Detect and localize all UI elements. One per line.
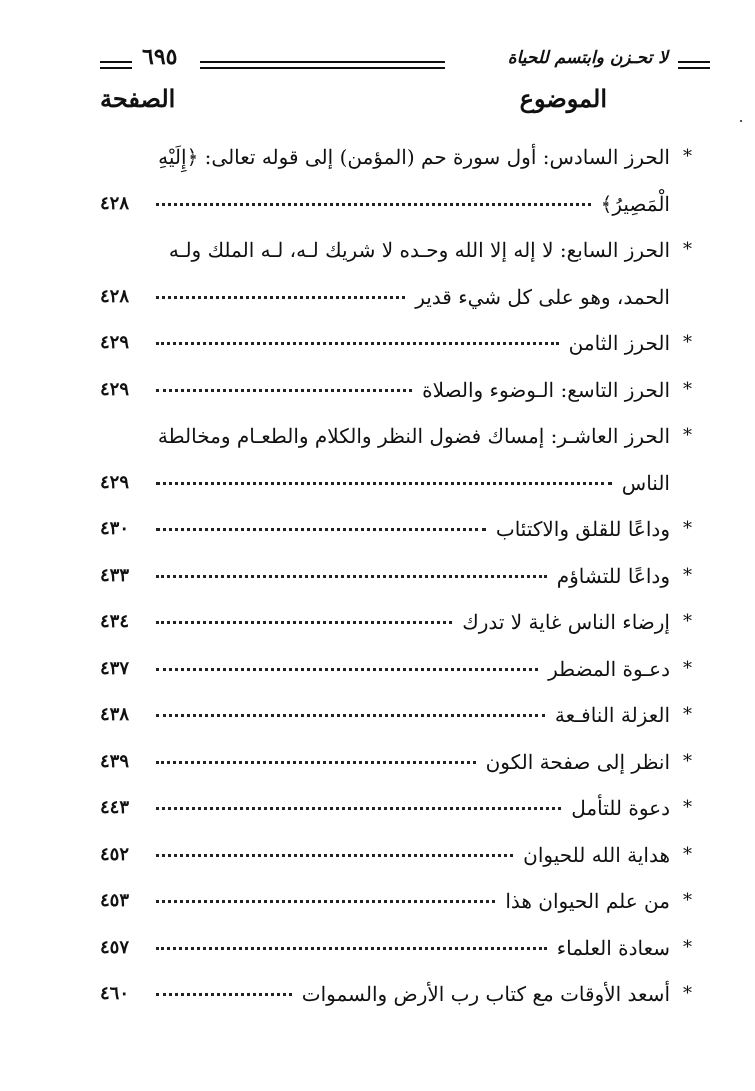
toc-page-number: ٤٣٣ (100, 564, 130, 586)
toc-line (100, 559, 692, 593)
bullet-star-icon: * (683, 750, 692, 772)
bullet-star-icon: * (683, 239, 692, 260)
toc-page-number: ٤٣٤ (100, 611, 130, 632)
dot-leader (156, 947, 547, 950)
toc-page-number: ٤٣٧ (100, 657, 130, 679)
toc-entry-title: أسعد الأوقات مع كتاب رب الأرض والسموات (301, 982, 670, 1006)
toc-page-number: ٤٥٢ (100, 843, 130, 865)
bullet-star-icon: * (683, 611, 692, 632)
toc-entry-title: انظر إلى صفحة الكون (485, 749, 670, 774)
toc-entry-title: الحمد، وهو على كل شيء قدير (415, 284, 670, 309)
header-rule-left (100, 61, 132, 69)
book-title: لا تحـزن وابتسم للحياة (507, 48, 668, 68)
running-header (100, 44, 710, 78)
toc-line (100, 605, 692, 639)
toc-page-number: ٤٢٩ (100, 471, 130, 493)
toc-line (100, 233, 692, 267)
header-rule-right (678, 61, 710, 69)
bullet-star-icon: * (683, 146, 692, 167)
dot-leader (156, 575, 547, 578)
dot-leader (156, 482, 612, 485)
toc-entry-title: الحرز السابع: لا إله إلا الله وحـده لا شريك لـه، لـه الملك ولـه (168, 238, 670, 262)
toc-page-number: ٤٢٨ (100, 285, 130, 307)
bullet-star-icon: * (683, 890, 692, 911)
toc-page-number: ٤٤٣ (100, 797, 130, 818)
dot-leader (156, 714, 545, 717)
toc-page-number: ٤٣٠ (100, 518, 130, 539)
toc-line (100, 326, 692, 360)
toc-page-number: ٤٢٩ (100, 332, 130, 353)
dot-leader (156, 203, 591, 206)
bullet-star-icon: * (683, 843, 692, 865)
toc-line (100, 698, 692, 732)
bullet-star-icon: * (683, 332, 692, 353)
toc-entry-title: إرضاء الناس غاية لا تدرك (462, 610, 670, 634)
toc-line (100, 280, 692, 314)
toc-entry-title: وداعًا للتشاؤم (556, 563, 670, 588)
toc-line (100, 931, 692, 965)
toc-line (100, 884, 692, 918)
dot-leader (156, 761, 476, 764)
page-number: ٦٩٥ (142, 44, 178, 70)
toc-page-number: ٤٦٠ (100, 983, 130, 1004)
toc-entry-title: الحرز العاشـر: إمساك فضول النظر والكلام والطعـام ومخالطة (157, 424, 670, 448)
toc-entry-title: سعادة العلماء (556, 935, 670, 960)
toc-entry-title: دعوة للتأمل (571, 796, 670, 820)
header-rule-middle (200, 61, 445, 69)
toc-line (100, 140, 692, 174)
dot-leader (156, 342, 559, 345)
bullet-star-icon: * (683, 425, 692, 446)
toc-line (100, 745, 692, 779)
toc-page-number: ٤٥٧ (100, 936, 130, 958)
toc-page-number: ٤٣٨ (100, 704, 130, 725)
bullet-star-icon: * (683, 797, 692, 818)
toc-line (100, 187, 692, 221)
dot-leader (156, 621, 452, 624)
toc-line (100, 466, 692, 500)
bullet-star-icon: * (683, 378, 692, 400)
toc-line (100, 977, 692, 1011)
bullet-star-icon: * (683, 564, 692, 586)
toc-line (100, 373, 692, 407)
dot-leader (156, 993, 292, 996)
toc-entry-title: الحرز الثامن (568, 331, 670, 355)
dot-leader (156, 668, 538, 671)
toc-line (100, 791, 692, 825)
toc-entry-title: الناس (621, 470, 670, 495)
toc-page-number: ٤٢٩ (100, 378, 130, 400)
toc-page-number: ٤٣٩ (100, 750, 130, 772)
dot-leader (156, 807, 561, 810)
column-heading-page: الصفحة (100, 84, 176, 113)
scan-mark (740, 120, 742, 122)
toc-entry-title: الحرز السادس: أول سورة حم (المؤمن) إلى قوله تعالى: ﴿إِلَيْهِ (158, 145, 670, 169)
dot-leader (156, 296, 405, 299)
toc-entry-title: الحرز التاسع: الـوضوء والصلاة (422, 377, 670, 402)
bullet-star-icon: * (683, 983, 692, 1004)
toc-entry-title: وداعًا للقلق والاكتئاب (495, 517, 670, 541)
column-heading-topic: الموضوع (519, 84, 607, 113)
bullet-star-icon: * (683, 704, 692, 725)
bullet-star-icon: * (683, 518, 692, 539)
bullet-star-icon: * (683, 657, 692, 679)
toc-page-number: ٤٢٨ (100, 192, 130, 214)
dot-leader (156, 389, 412, 392)
toc-entry-title: هداية الله للحيوان (523, 842, 670, 867)
toc-line (100, 512, 692, 546)
dot-leader (156, 854, 513, 857)
toc-line (100, 419, 692, 453)
toc-entry-title: العزلة النافـعة (554, 703, 670, 727)
toc-entry-title: الْمَصِيرُ﴾ (600, 191, 670, 216)
bullet-star-icon: * (683, 936, 692, 958)
toc-page-number: ٤٥٣ (100, 890, 130, 911)
toc-entry-title: من علم الحيوان هذا (505, 889, 670, 913)
toc-line (100, 838, 692, 872)
toc-line (100, 652, 692, 686)
dot-leader (156, 528, 486, 531)
dot-leader (156, 900, 495, 903)
toc-entry-title: دعـوة المضطر (548, 656, 670, 681)
